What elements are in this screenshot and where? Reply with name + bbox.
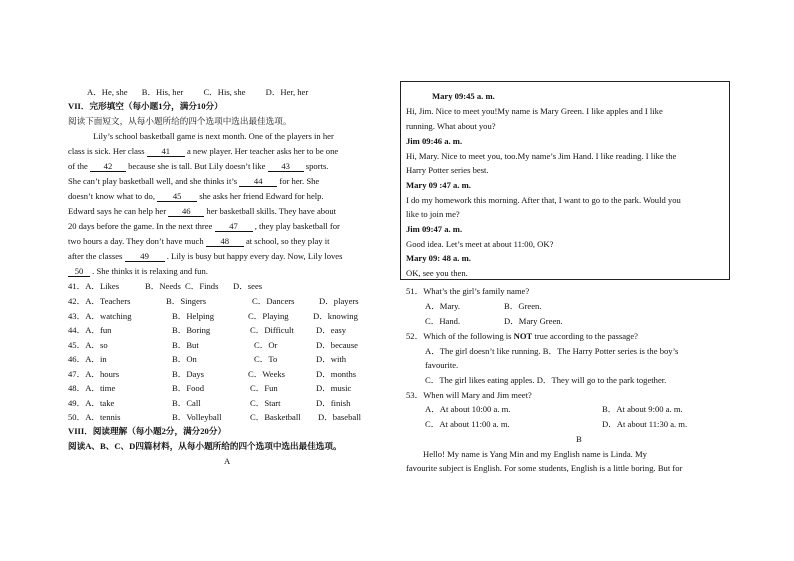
chat-head: Jim 09:47 a. m. <box>406 224 463 234</box>
option-d[interactable]: D．months <box>316 369 357 379</box>
option-b[interactable]: B．But <box>172 340 199 350</box>
passage-line: two hours a day. They don’t have much 48 at school, so they play it <box>68 236 330 246</box>
option-b[interactable]: B．Days <box>172 369 204 379</box>
option-d[interactable]: D．with <box>316 354 347 364</box>
section8-instruction: 阅读A、B、C、D四篇材料，从每小题所给的四个选项中选出最佳选项。 <box>68 441 342 451</box>
option-d[interactable]: D．because <box>316 340 358 350</box>
option-d[interactable]: D．baseball <box>318 412 361 422</box>
question-45: 45．A．so <box>68 340 108 350</box>
passage-line: of the 42 because she is tall. But Lily doesn’t like 43 sports. <box>68 161 329 171</box>
cloze-blank[interactable]: 42 <box>90 161 126 172</box>
passage-b-label: B <box>576 434 582 444</box>
option-c[interactable]: C．Finds <box>185 281 219 291</box>
chat-line: I do my homework this morning. After that, I want to go to the park. Would you <box>406 195 681 205</box>
question-44: 44．A．fun <box>68 325 112 335</box>
option-c[interactable]: C．Basketball <box>250 412 301 422</box>
option-b[interactable]: B．On <box>172 354 197 364</box>
option-d[interactable]: D．Mary Green. <box>504 316 563 326</box>
passage-line: She can’t play basketball well, and she thinks it’s 44 for her. She <box>68 176 320 186</box>
passage-b-line: favourite subject is English. For some students, English is a little boring. But for <box>406 463 683 473</box>
chat-line: Hi, Jim. Nice to meet you!My name is Mary Green. I like apples and I like <box>406 106 663 116</box>
chat-line: like to join me? <box>406 209 460 219</box>
question-51-stem: 51．What’s the girl’s family name? <box>406 286 530 296</box>
chat-line: running. What about you? <box>406 121 496 131</box>
question-41: 41．A．Likes <box>68 281 120 291</box>
option-d[interactable]: D．music <box>316 383 352 393</box>
cloze-blank[interactable]: 45 <box>157 191 197 202</box>
passage-line: 20 days before the game. In the next three 47 , they play basketball for <box>68 221 340 231</box>
cloze-blank[interactable]: 47 <box>215 221 253 232</box>
cloze-blank[interactable]: 49 <box>125 251 165 262</box>
passage-a-label: A <box>224 456 231 466</box>
option-d[interactable]: D．At about 11:30 a. m. <box>602 419 688 429</box>
chat-line: Good idea. Let’s meet at about 11:00, OK? <box>406 239 554 249</box>
chat-line: Hi, Mary. Nice to meet you, too.My name’s Jim Hand. I like reading. I like the <box>406 151 677 161</box>
chat-line: OK, see you then. <box>406 268 468 278</box>
option-c[interactable]: C．Dancers <box>252 296 295 306</box>
option-c[interactable]: C．Difficult <box>250 325 294 335</box>
option-c[interactable]: C．At about 11:00 a. m. <box>425 419 510 429</box>
option-b[interactable]: B．At about 9:00 a. m. <box>602 404 683 414</box>
option-c[interactable]: C．Fun <box>250 383 278 393</box>
option-c[interactable]: C．Weeks <box>248 369 286 379</box>
passage-b-line: Hello! My name is Yang Min and my English name is Linda. My <box>423 449 647 459</box>
option-d[interactable]: D．easy <box>316 325 347 335</box>
passage-line: 50 . She thinks it is relaxing and fun. <box>68 265 208 277</box>
chat-head: Mary 09: 48 a. m. <box>406 253 471 263</box>
cloze-blank[interactable]: 50 <box>68 266 90 277</box>
passage-line: Edward says he can help her 46 her basketball skills. They have about <box>68 206 337 216</box>
option-b[interactable]: B．Food <box>172 383 204 393</box>
cloze-blank[interactable]: 46 <box>168 206 204 217</box>
passage-line: doesn’t know what to do, 45 she asks her friend Edward for help. <box>68 191 324 201</box>
option-d[interactable]: D．sees <box>233 281 263 291</box>
question-48: 48．A．time <box>68 383 116 393</box>
question-47: 47．A．hours <box>68 369 120 379</box>
option-b[interactable]: B．Singers <box>166 296 207 306</box>
option-c[interactable]: C．Start <box>250 398 281 408</box>
question-52-stem: 52．Which of the following is NOT true according to the passage? <box>406 331 638 341</box>
option-a[interactable]: A．Mary. <box>425 301 461 311</box>
option-c[interactable]: C．Or <box>254 340 278 350</box>
option-c[interactable]: C．To <box>254 354 278 364</box>
question-46: 46．A．in <box>68 354 107 364</box>
passage-line: after the classes 49 . Lily is busy but happy every day. Now, Lily loves <box>68 251 343 261</box>
cloze-blank[interactable]: 48 <box>206 236 244 247</box>
option-b[interactable]: B．Boring <box>172 325 211 335</box>
cloze-blank[interactable]: 43 <box>268 161 304 172</box>
option-b[interactable]: B．Volleyball <box>172 412 222 422</box>
cloze-blank[interactable]: 44 <box>239 176 277 187</box>
question-52-options-ab[interactable]: A．The girl doesn’t like running. B．The Harry Potter series is the boy’s <box>425 346 679 356</box>
question-49: 49．A．take <box>68 398 115 408</box>
question-52-options-cd[interactable]: C．The girl likes eating apples. D．They will go to the park together. <box>425 375 667 385</box>
chat-head: Mary 09:45 a. m. <box>432 91 495 101</box>
passage-line: Lily’s school basketball game is next month. One of the players in her <box>93 131 334 141</box>
question-50: 50．A．tennis <box>68 412 121 422</box>
previous-question-options: A．He, she B．His, her C．His, she D．Her, her <box>87 87 309 97</box>
question-43: 43．A．watching <box>68 311 132 321</box>
cloze-blank[interactable]: 41 <box>147 146 185 157</box>
option-d[interactable]: D．players <box>319 296 359 306</box>
section7-title: VII．完形填空（每小题1分，满分10分） <box>68 101 223 111</box>
passage-line: class is sick. Her class 41 a new player. Her teacher asks her to be one <box>68 146 339 156</box>
option-b[interactable]: B．Needs <box>145 281 181 291</box>
option-b[interactable]: B．Call <box>172 398 201 408</box>
option-b[interactable]: B．Green. <box>504 301 542 311</box>
section8-title: VIII．阅读理解（每小题2分，满分20分） <box>68 426 227 436</box>
option-d[interactable]: D．finish <box>316 398 351 408</box>
option-c[interactable]: C．Playing <box>248 311 289 321</box>
option-b[interactable]: B．Helping <box>172 311 215 321</box>
chat-line: Harry Potter series best. <box>406 165 489 175</box>
option-c[interactable]: C．Hand. <box>425 316 461 326</box>
section7-instruction: 阅读下面短文，从每小题所给的四个选项中选出最佳选项。 <box>68 116 292 126</box>
question-42: 42．A．Teachers <box>68 296 131 306</box>
option-a[interactable]: A．At about 10:00 a. m. <box>425 404 511 414</box>
option-d[interactable]: D．knowing <box>313 311 358 321</box>
question-52-options-ab-cont: favourite. <box>425 360 459 370</box>
question-53-stem: 53．When will Mary and Jim meet? <box>406 390 532 400</box>
chat-head: Jim 09:46 a. m. <box>406 136 463 146</box>
chat-head: Mary 09 :47 a. m. <box>406 180 471 190</box>
